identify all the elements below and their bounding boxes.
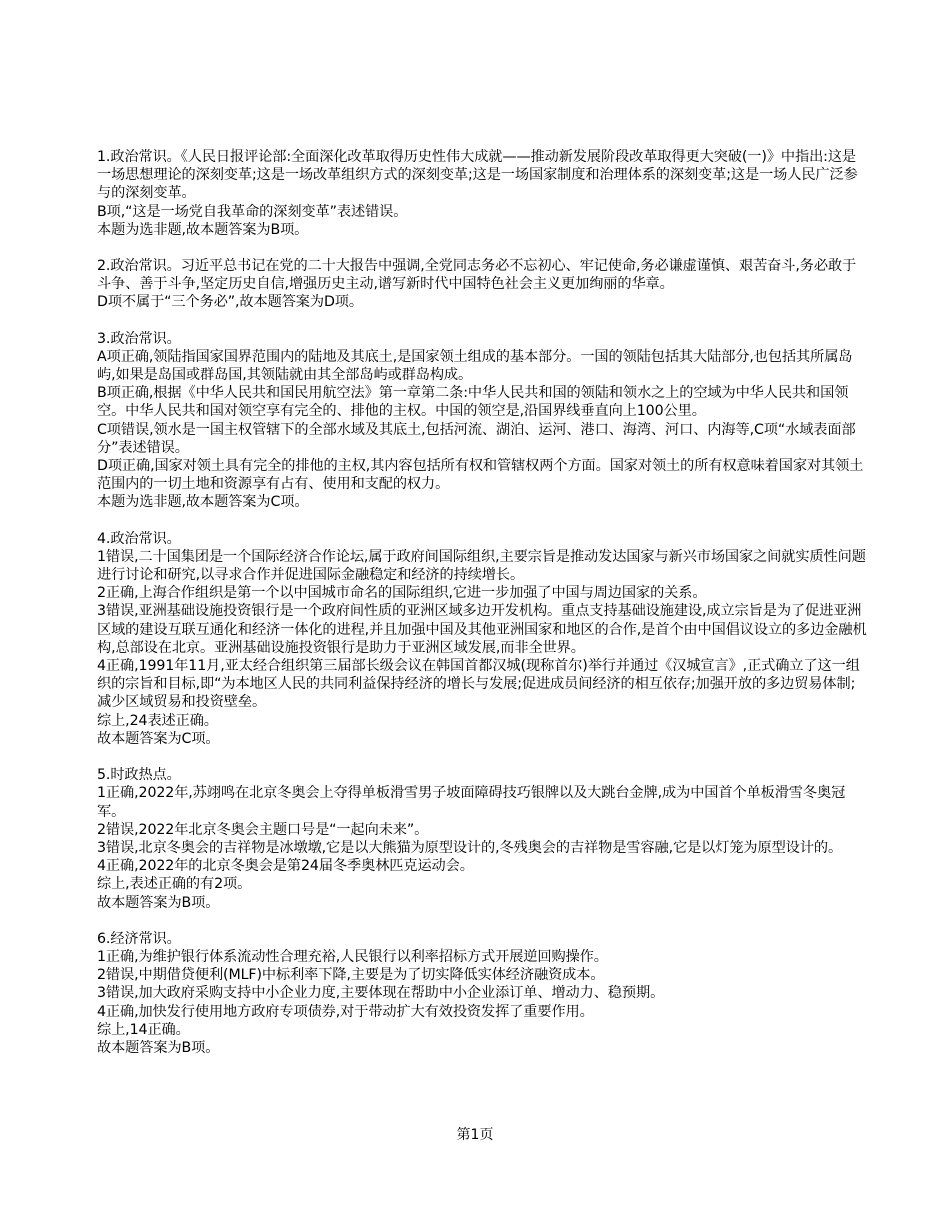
section-heading-text: 2.政治常识。习近平总书记在党的二十大报告中强调,全党同志务必不忘初心、牢记使命,务必谦虚谨慎、艰苦奋斗,务必敢于斗争、善于斗争,坚定历史自信,增强历史主动,谱写新时代中国特色社会主义更加绚丽的华章。 — [97, 258, 857, 293]
paragraph-text: 3错误,加大政府采购支持中小企业力度,主要体现在帮助中小企业添订单、增动力、稳预期。 — [97, 985, 665, 1002]
paragraph-text: A项正确,领陆指国家国界范围内的陆地及其底土,是国家领土组成的基本部分。一国的领陆包括其大陆部分,也包括其所属岛屿,如果是岛国或群岛国,其领陆就由其全部岛屿或群岛构成。 — [97, 348, 853, 384]
paragraph-text: B项正确,根据《中华人民共和国民用航空法》第一章第二条:中华人民共和国的领陆和领水之上的空域为中华人民共和国领空。中华人民共和国对领空享有完全的、排他的主权。中国的领空是,沿国界线垂直向上100公里。 — [97, 385, 849, 420]
answer-section-4 — [97, 530, 867, 748]
page-number: 第1页 — [456, 1127, 494, 1143]
paragraph-text: 本题为选非题,故本题答案为C项。 — [97, 494, 309, 511]
paragraph-text: 综上,24表述正确。 — [97, 712, 218, 729]
paragraph-text: 故本题答案为C项。 — [97, 730, 220, 747]
paragraph-text: 2正确,上海合作组织是第一个以中国城市命名的国际组织,它进一步加强了中国与周边国家的关系。 — [97, 585, 707, 602]
section-heading-text: 5.时政热点。 — [97, 767, 181, 784]
paragraph-text: 故本题答案为B项。 — [97, 1039, 220, 1056]
paragraph-text: 2错误,中期借贷便利(MLF)中标利率下降,主要是为了切实降低实体经济融资成本。 — [97, 967, 605, 984]
paragraph-text: D项不属于“三个务必”,故本题答案为D项。 — [97, 294, 363, 311]
paragraph-text: B项,“这是一场党自我革命的深刻变革”表述错误。 — [97, 203, 408, 220]
paragraph-text: 2错误,2022年北京冬奥会主题口号是“一起向未来”。 — [97, 821, 429, 838]
answer-section-3 — [97, 330, 867, 512]
paragraph-text: 综上,表述正确的有2项。 — [97, 876, 252, 893]
section-heading-text: 6.经济常识。 — [97, 930, 181, 947]
paragraph-text: C项错误,领水是一国主权管辖下的全部水域及其底土,包括河流、湖泊、运河、港口、海湾、河口、内海等,C项“水域表面部分”表述错误。 — [97, 421, 856, 456]
answer-section-5 — [97, 766, 867, 912]
paragraph-text: 1正确,2022年,苏翊鸣在北京冬奥会上夺得单板滑雪男子坡面障碍技巧银牌以及大跳台金牌,成为中国首个单板滑雪冬奥冠军。 — [97, 785, 846, 820]
paragraph-text: 故本题答案为B项。 — [97, 894, 220, 911]
paragraph-text: 4正确,2022年的北京冬奥会是第24届冬季奥林匹克运动会。 — [97, 858, 474, 875]
paragraph-text: 综上,14正确。 — [97, 1021, 190, 1038]
answer-content — [97, 148, 867, 1075]
section-heading-text: 3.政治常识。 — [97, 330, 181, 347]
paragraph-text: 4正确,加快发行使用地方政府专项债券,对于带动扩大有效投资发挥了重要作用。 — [97, 1003, 594, 1020]
paragraph-text: 本题为选非题,故本题答案为B项。 — [97, 221, 309, 238]
section-heading-text: 4.政治常识。 — [97, 530, 181, 547]
paragraph-text: 3错误,北京冬奥会的吉祥物是冰墩墩,它是以大熊猫为原型设计的,冬残奥会的吉祥物是雪容融,它是以灯笼为原型设计的。 — [97, 839, 843, 856]
answer-section-1 — [97, 148, 867, 239]
paragraph-text: D项正确,国家对领土具有完全的排他的主权,其内容包括所有权和管辖权两个方面。国家对领土的所有权意味着国家对其领土范围内的一切土地和资源享有占有、使用和支配的权力。 — [97, 458, 864, 493]
paragraph-text: 1正确,为维护银行体系流动性合理充裕,人民银行以利率招标方式开展逆回购操作。 — [97, 948, 608, 965]
paragraph-text: 1错误,二十国集团是一个国际经济合作论坛,属于政府间国际组织,主要宗旨是推动发达国家与新兴市场国家之间就实质性问题进行讨论和研究,以寻求合作并促进国际金融稳定和经济的持续增长。 — [97, 548, 866, 584]
answer-section-2 — [97, 257, 867, 312]
answer-section-6 — [97, 930, 867, 1057]
section-heading-text: 1.政治常识。《人民日报评论部:全面深化改革取得历史性伟大成就——推动新发展阶段改革取得更大突破(一)》中指出:这是一场思想理论的深刻变革;这是一场改革组织方式的深刻变革;这是一场国家制度和治理体系的深刻变革;这是一场人民广泛参与的深刻变革。 — [97, 149, 858, 202]
paragraph-text: 3错误,亚洲基础设施投资银行是一个政府间性质的亚洲区域多边开发机构。重点支持基础设施建设,成立宗旨是为了促进亚洲区域的建设互联互通化和经济一体化的进程,并且加强中国及其他亚洲国家和地区的合作,是首个由中国倡议设立的多边金融机构,总部设在北京。亚洲基础设施投资银行是助力于亚洲区域发展,而非全世界。 — [97, 603, 867, 656]
paragraph-text: 4正确,1991年11月,亚太经合组织第三届部长级会议在韩国首都汉城(现称首尔)举行并通过《汉城宣言》,正式确立了这一组织的宗旨和目标,即“为本地区人民的共同利益保持经济的增长与发展;促进成员间经济的相互依存;加强开放的多边贸易体制;减少区域贸易和投资壁垒。 — [97, 658, 860, 711]
